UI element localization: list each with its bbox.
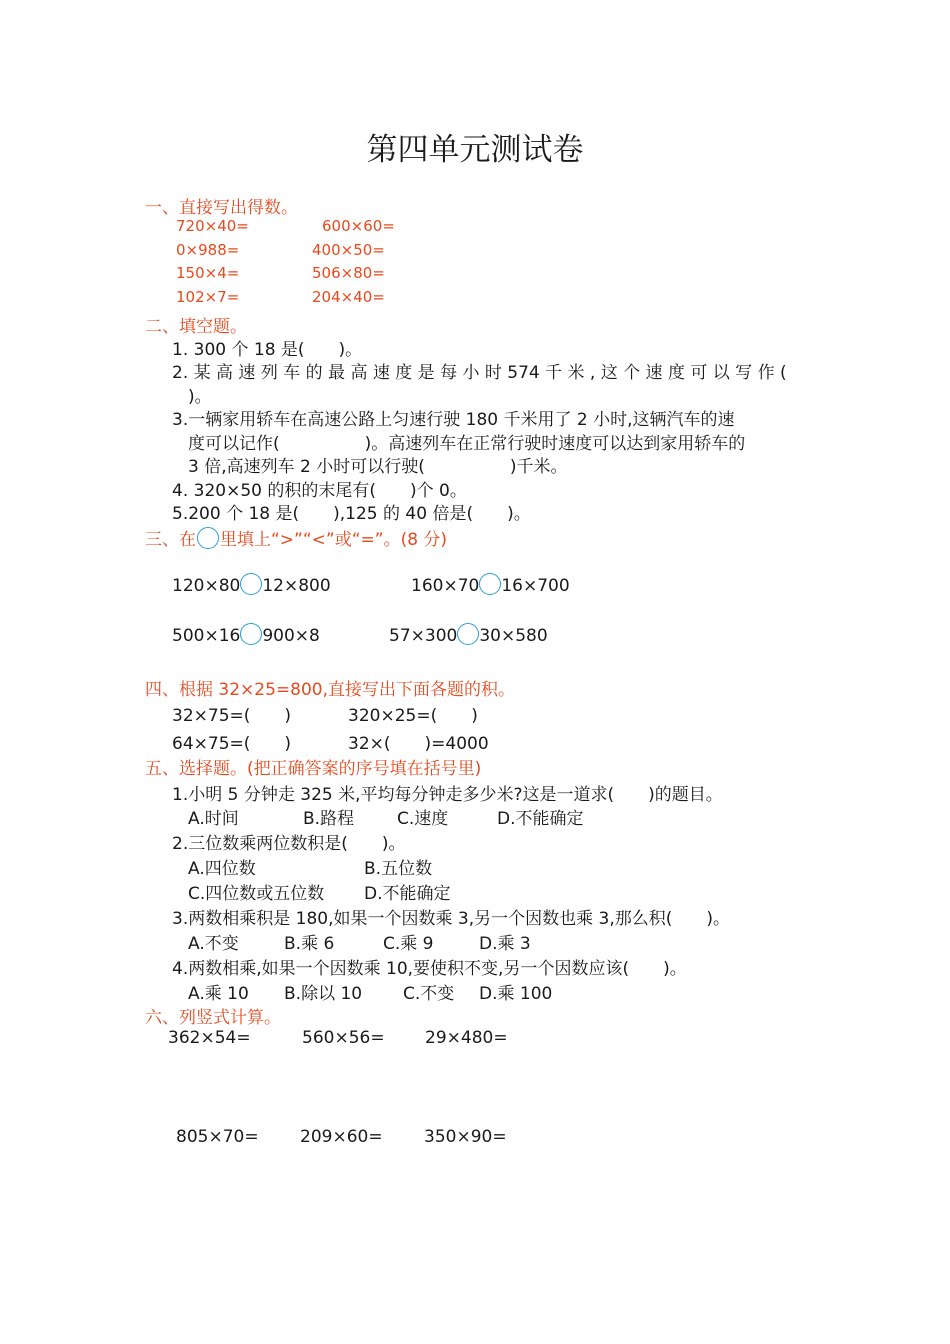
choice-option[interactable]: D.不能确定 (364, 884, 451, 904)
choice-option[interactable]: A.时间 (188, 809, 239, 829)
choice-option[interactable]: B.乘 6 (284, 934, 335, 954)
choice-option[interactable]: B.除以 10 (284, 984, 363, 1004)
choice-question-1: 1.小明 5 分钟走 325 米,平均每分钟走多少米?这是一道求( )的题目。 (172, 785, 723, 805)
calc-item: 150×4= (176, 264, 240, 282)
product-item: 64×75=( ) (172, 734, 292, 754)
compare-item: 57×300 30×580 (389, 626, 548, 646)
compare-circle[interactable] (240, 573, 262, 595)
section-2-heading: 二、填空题。 (145, 317, 247, 337)
choice-option[interactable]: A.不变 (188, 934, 239, 954)
product-item: 32×( )=4000 (348, 734, 489, 754)
calc-item: 600×60= (322, 217, 395, 235)
page-title: 第四单元测试卷 (366, 132, 584, 168)
vertical-calc-item: 209×60= (300, 1127, 383, 1147)
compare-circle[interactable] (240, 623, 262, 645)
choice-question-4: 4.两数相乘,如果一个因数乘 10,要使积不变,另一个因数应该( )。 (172, 959, 687, 979)
compare-circle[interactable] (479, 573, 501, 595)
choice-option[interactable]: D.不能确定 (497, 809, 584, 829)
section-5-heading: 五、选择题。(把正确答案的序号填在括号里) (145, 759, 482, 779)
choice-option[interactable]: B.五位数 (364, 859, 433, 879)
section-3-heading: 三、在 里填上“>”“<”或“=”。(8 分) (145, 525, 447, 550)
vertical-calc-item: 362×54= (168, 1028, 251, 1048)
choice-option[interactable]: A.乘 10 (188, 984, 249, 1004)
calc-item: 0×988= (176, 241, 240, 259)
choice-option[interactable]: C.速度 (397, 809, 449, 829)
fill-question-3: 3.一辆家用轿车在高速公路上匀速行驶 180 千米用了 2 小时,这辆汽车的速 (172, 410, 735, 430)
compare-item: 120×80 12×800 (172, 576, 331, 596)
vertical-calc-item: 560×56= (302, 1028, 385, 1048)
section-1-heading: 一、直接写出得数。 (145, 198, 298, 218)
fill-question-3-cont: 度可以记作( )。高速列车在正常行驶时速度可以达到家用轿车的 (188, 434, 746, 454)
calc-item: 400×50= (312, 241, 385, 259)
choice-option[interactable]: C.乘 9 (383, 934, 434, 954)
compare-item: 160×70 16×700 (411, 576, 570, 596)
calc-item: 102×7= (176, 288, 240, 306)
fill-question-5: 5.200 个 18 是( ),125 的 40 倍是( )。 (172, 504, 531, 524)
choice-option[interactable]: B.路程 (303, 809, 355, 829)
vertical-calc-item: 29×480= (425, 1028, 508, 1048)
product-item: 32×75=( ) (172, 706, 292, 726)
vertical-calc-item: 805×70= (176, 1127, 259, 1147)
product-item: 320×25=( ) (348, 706, 478, 726)
choice-question-3: 3.两数相乘积是 180,如果一个因数乘 3,另一个因数也乘 3,那么积( )。 (172, 909, 730, 929)
section-4-heading: 四、根据 32×25=800,直接写出下面各题的积。 (145, 680, 516, 700)
compare-item: 500×16 900×8 (172, 626, 320, 646)
choice-question-2: 2.三位数乘两位数积是( )。 (172, 834, 406, 854)
choice-option[interactable]: C.不变 (403, 984, 455, 1004)
fill-question-2: 2. 某 高 速 列 车 的 最 高 速 度 是 每 小 时 574 千 米 , 这 个 速 度 可 以 写 作 ( (172, 363, 787, 383)
fill-question-3-cont: 3 倍,高速列车 2 小时可以行驶( )千米。 (188, 457, 568, 477)
compare-circle[interactable] (457, 623, 479, 645)
calc-item: 720×40= (176, 217, 249, 235)
fill-question-4: 4. 320×50 的积的末尾有( )个 0。 (172, 481, 467, 501)
fill-question-2-cont: )。 (188, 387, 212, 407)
section-6-heading: 六、列竖式计算。 (145, 1008, 281, 1028)
fill-question-1: 1. 300 个 18 是( )。 (172, 340, 363, 360)
calc-item: 204×40= (312, 288, 385, 306)
calc-item: 506×80= (312, 264, 385, 282)
choice-option[interactable]: D.乘 100 (479, 984, 553, 1004)
vertical-calc-item: 350×90= (424, 1127, 507, 1147)
compare-circle-icon (197, 527, 219, 549)
choice-option[interactable]: C.四位数或五位数 (188, 884, 325, 904)
choice-option[interactable]: A.四位数 (188, 859, 256, 879)
choice-option[interactable]: D.乘 3 (479, 934, 531, 954)
